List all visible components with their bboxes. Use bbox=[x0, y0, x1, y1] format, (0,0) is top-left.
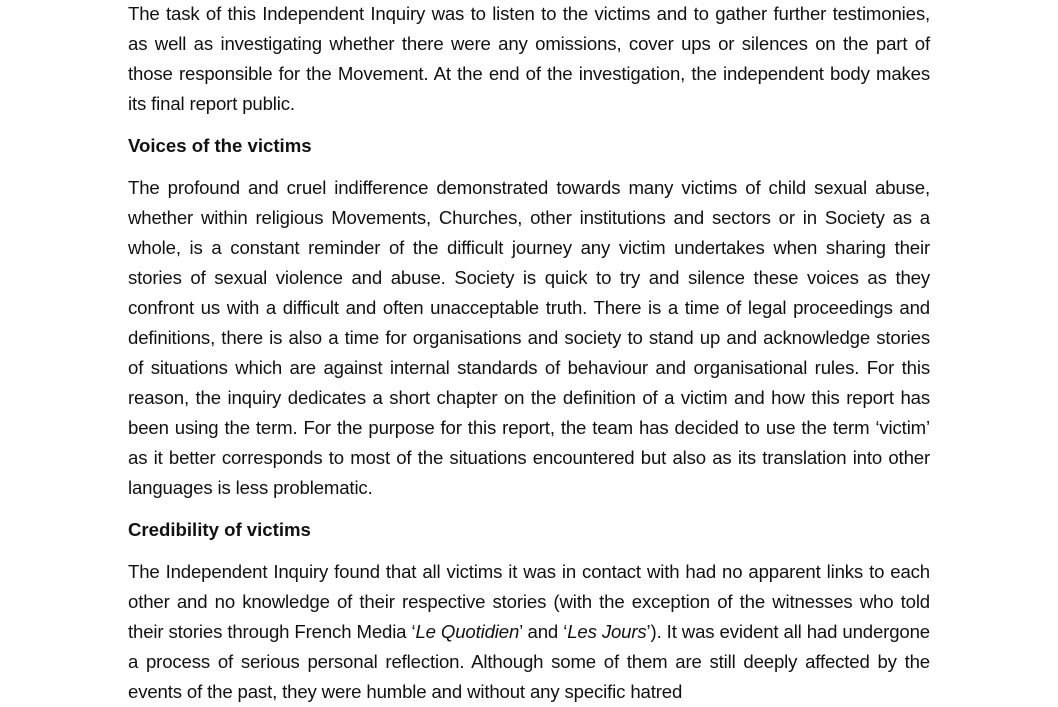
section-heading-voices: Voices of the victims bbox=[128, 135, 312, 156]
document-body bbox=[128, 0, 930, 707]
media-title-les-jours: Les Jours bbox=[567, 621, 647, 642]
credibility-connector: ’ and ‘ bbox=[519, 621, 568, 642]
intro-paragraph: The task of this Independent Inquiry was to listen to the victims and to gather further testimonies, as well as investigating whether there were any omissions, cover ups or silences on the part of those responsible for the Movement. At the end of the investigation, the independent body makes its final report public. bbox=[128, 3, 930, 114]
credibility-text-start: The Independent Inquiry found that all victims it was in contact with had no apparent links to each other and no knowledge of their respective stories (with the exception of the witnesses who told their stories through French Media ‘ bbox=[128, 561, 930, 642]
credibility-paragraph bbox=[128, 557, 930, 707]
credibility-text-end: ’). It was evident all had undergone a process of serious personal reflection. Although some of them are still deeply affected by the events of the past, they were humble and without any specific hatred bbox=[128, 621, 930, 702]
voices-paragraph: The profound and cruel indifference demonstrated towards many victims of child sexual abuse, whether within religious Movements, Churches, other institutions and sectors or in Society as a whole, is a constant reminder of the difficult journey any victim undertakes when sharing their stories of sexual violence and abuse. Society is quick to try and silence these voices as they confront us with a difficult and often unacceptable truth. There is a time of legal proceedings and definitions, there is also a time for organisations and society to stand up and acknowledge stories of situations which are against internal standards of behaviour and organisational rules. For this reason, the inquiry dedicates a short chapter on the definition of a victim and how this report has been using the term. For the purpose for this report, the team has decided to use the term ‘victim’ as it better corresponds to most of the situations encountered but also as its translation into other languages is less problematic. bbox=[128, 177, 930, 498]
media-title-le-quotidien: Le Quotidien bbox=[415, 621, 520, 642]
section-heading-credibility: Credibility of victims bbox=[128, 519, 311, 540]
